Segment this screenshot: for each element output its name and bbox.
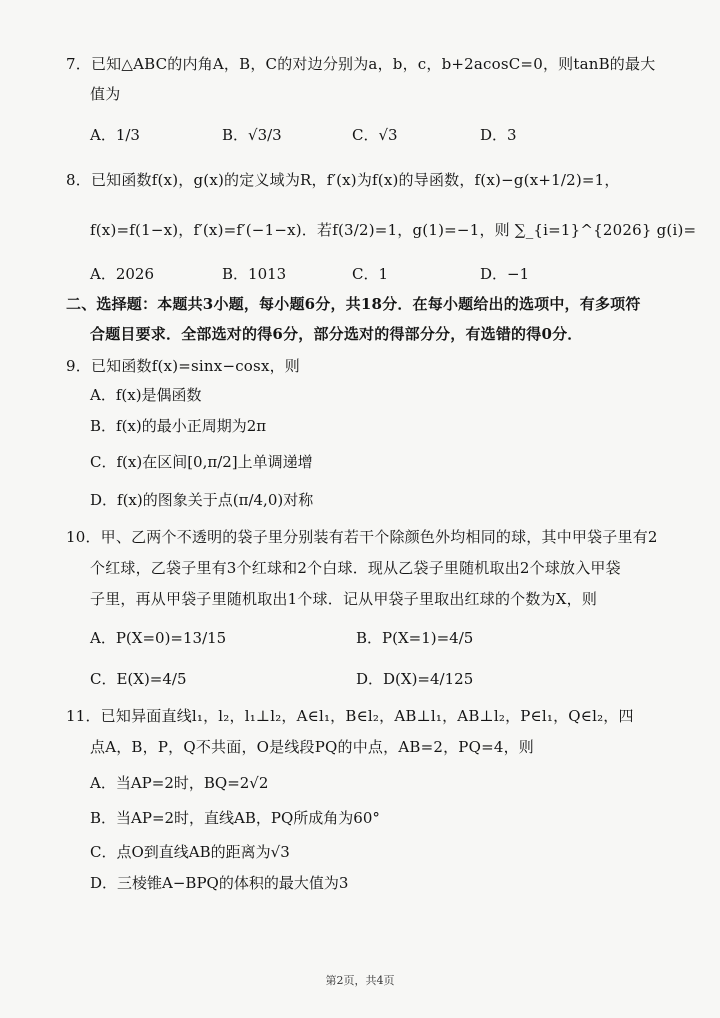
section2-heading-line1: 二、选择题：本题共3小题，每小题6分，共18分．在每小题给出的选项中，有多项符 bbox=[66, 295, 641, 313]
q10-stem-line1: 10．甲、乙两个不透明的袋子里分别装有若干个除颜色外均相同的球，其中甲袋子里有2 bbox=[66, 528, 658, 546]
q8-option-a: A．2026 bbox=[90, 265, 155, 283]
q8-option-b: B．1013 bbox=[222, 265, 287, 283]
q10-stem-line3: 子里，再从甲袋子里随机取出1个球．记从甲袋子里取出红球的个数为X，则 bbox=[90, 590, 598, 608]
q7-option-c: C．√3 bbox=[352, 126, 398, 144]
q11-option-a: A．当AP=2时，BQ=2√2 bbox=[90, 774, 269, 792]
q7-option-d: D．3 bbox=[480, 126, 517, 144]
q8-stem-line1: 8．已知函数f(x)，g(x)的定义域为R，f′(x)为f(x)的导函数，f(x)−g(x+1/2)=1， bbox=[66, 171, 620, 189]
q10-option-b: B．P(X=1)=4/5 bbox=[356, 629, 474, 647]
section2-heading-line2: 合题目要求．全部选对的得6分，部分选对的得部分分，有选错的得0分． bbox=[90, 325, 583, 343]
q10-stem-line2: 个红球，乙袋子里有3个红球和2个白球．现从乙袋子里随机取出2个球放入甲袋 bbox=[90, 559, 621, 577]
q8-option-d: D．−1 bbox=[480, 265, 530, 283]
q7-option-a: A．1/3 bbox=[90, 126, 140, 144]
q11-stem-line1: 11．已知异面直线l₁，l₂，l₁⊥l₂，A∈l₁，B∈l₂，AB⊥l₁，AB⊥l₂，P∈l₁，Q∈l₂，四 bbox=[66, 707, 634, 725]
q9-option-c: C．f(x)在区间[0,π/2]上单调递增 bbox=[90, 453, 313, 471]
q10-option-a: A．P(X=0)=13/15 bbox=[90, 629, 227, 647]
q10-option-c: C．E(X)=4/5 bbox=[90, 670, 187, 688]
page-number-footer: 第2页，共4页 bbox=[325, 974, 395, 987]
q11-option-b: B．当AP=2时，直线AB，PQ所成角为60° bbox=[90, 809, 380, 827]
q7-option-b: B．√3/3 bbox=[222, 126, 282, 144]
q9-stem: 9．已知函数f(x)=sinx−cosx，则 bbox=[66, 357, 301, 375]
q10-option-d: D．D(X)=4/125 bbox=[356, 670, 474, 688]
q11-option-d: D．三棱锥A−BPQ的体积的最大值为3 bbox=[90, 874, 349, 892]
q9-option-b: B．f(x)的最小正周期为2π bbox=[90, 417, 267, 435]
q8-option-c: C．1 bbox=[352, 265, 389, 283]
q11-stem-line2: 点A，B，P，Q不共面，O是线段PQ的中点，AB=2，PQ=4，则 bbox=[90, 738, 535, 756]
q7-stem-line1: 7．已知△ABC的内角A，B，C的对边分别为a，b，c，b+2acosC=0，则tanB的最大 bbox=[66, 55, 656, 73]
q8-stem-line2: f(x)=f(1−x)，f′(x)=f′(−1−x)．若f(3/2)=1，g(1)=−1，则 ∑_{i=1}^{2026} g(i)= bbox=[90, 221, 697, 239]
q7-stem-line2: 值为 bbox=[90, 85, 121, 103]
q11-option-c: C．点O到直线AB的距离为√3 bbox=[90, 843, 290, 861]
q9-option-d: D．f(x)的图象关于点(π/4,0)对称 bbox=[90, 491, 314, 509]
q9-option-a: A．f(x)是偶函数 bbox=[90, 386, 202, 404]
